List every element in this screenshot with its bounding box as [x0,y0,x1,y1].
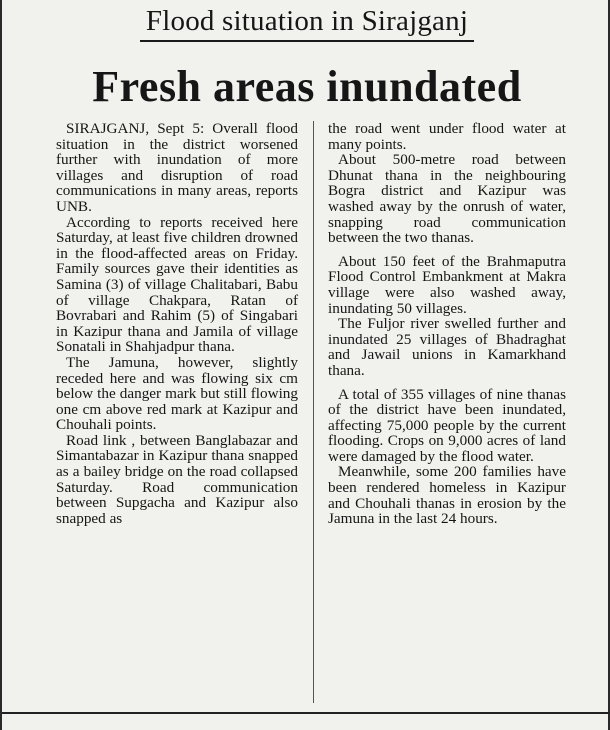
kicker-wrap [2,4,610,42]
article-column-1 [56,121,298,526]
paragraph: About 500-metre road between Dhunat thana in the neighbouring Bogra district and Kazipur was washed away by the onrush of water, snapping road communication between the two thanas. [328,151,566,247]
paragraph: the road went under flood water at many points. [328,120,566,153]
paragraph: Road link , between Banglabazar and Simantabazar in Kazipur thana snapped as a bailey bridge on the road collapsed Saturday. Road communication between Supgacha and Kazipur also snapped as [56,431,298,527]
column-divider [313,121,314,703]
article-kicker: Flood situation in Sirajganj [140,4,474,42]
bottom-rule [2,712,610,714]
article-column-2 [328,121,566,527]
paragraph: The Fuljor river swelled further and inundated 25 villages of Bhadraghat and Jawail unions in Kamarkhand thana. [328,315,566,379]
paragraph: A total of 355 villages of nine thanas of the district have been inundated, affecting 75,000 people by the current flooding. Crops on 9,000 acres of land were damaged by the flood water. [328,385,566,465]
paragraph: About 150 feet of the Brahmaputra Flood Control Embankment at Makra village were also washed away, inundating 50 villages. [328,252,566,317]
article-headline: Fresh areas inundated [92,62,522,111]
paragraph: SIRAJGANJ, Sept 5: Overall flood situation in the district worsened further with inundation of more villages and disruption of road communications in many areas, reports UNB. [56,120,298,215]
paragraph: Meanwhile, some 200 families have been rendered homeless in Kazipur and Chouhali thanas in erosion by the Jamuna in the last 24 hours. [328,463,566,528]
paragraph: The Jamuna, however, slightly receded here and was flowing six cm below the danger mark but still flowing one cm above red mark at Kazipur and Chouhali points. [56,353,298,434]
paragraph: According to reports received here Saturday, at least five children drowned in the flood-affected areas on Friday. Family sources gave their identities as Samina (3) of village Chalitabari, Babu of village Chakpara, Ratan of Bovrabari and Rahim (5) of Singabari in Kazipur thana and Jamila of village Sonatali in Shahjadpur thana. [56,213,298,356]
